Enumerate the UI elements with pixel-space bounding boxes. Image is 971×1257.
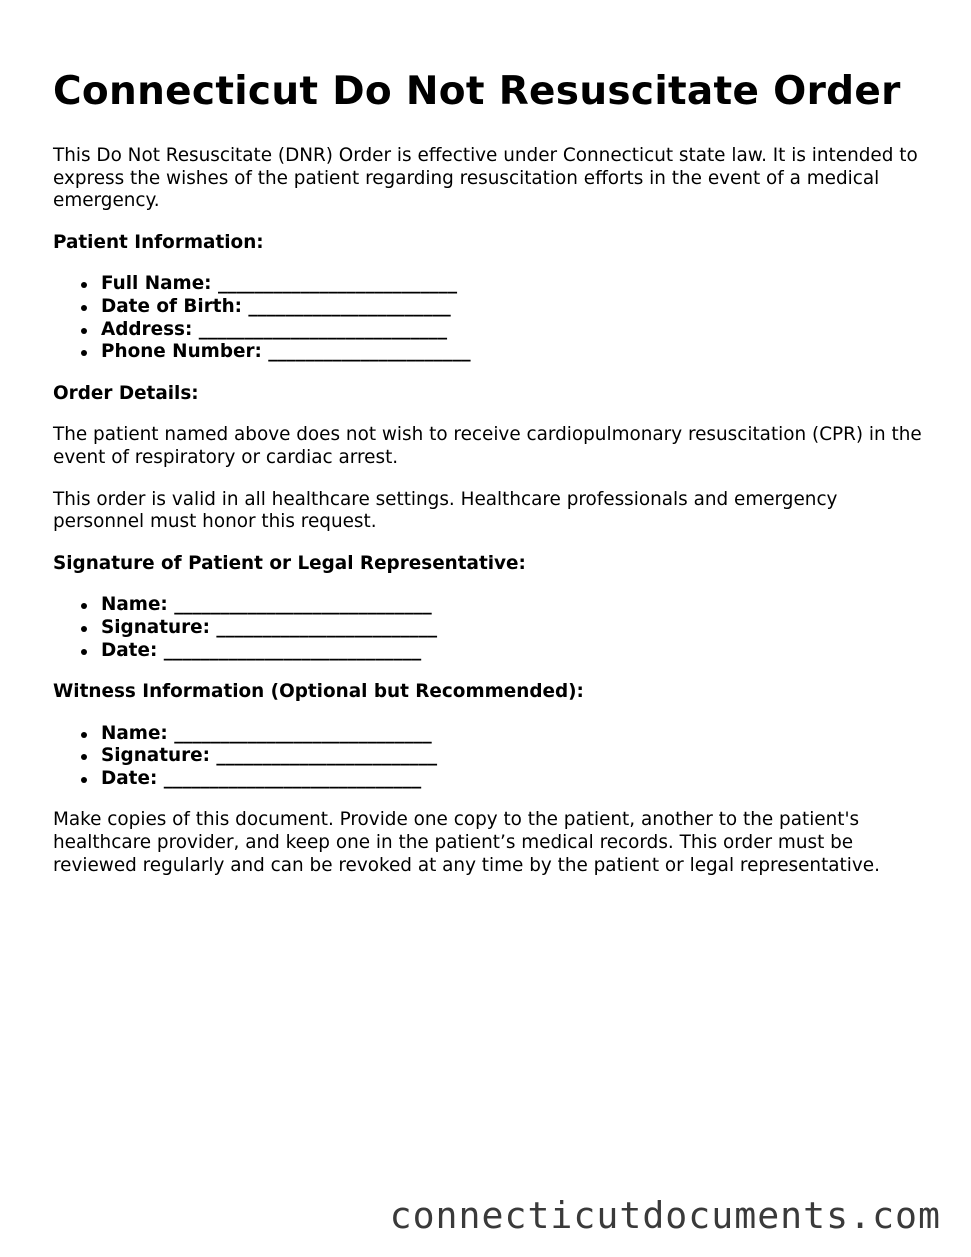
witness-heading: Witness Information (Optional but Recommended):	[53, 681, 584, 703]
patient-info-list	[53, 273, 933, 363]
witness-name-field: Name: ____________________________	[101, 723, 933, 746]
order-details-paragraph-1: The patient named above does not wish to receive cardiopulmonary resuscitation (CPR) in the event of respiratory or cardiac arrest.	[53, 424, 922, 468]
witness-date-field: Date: ____________________________	[101, 768, 933, 791]
address-field: Address: ___________________________	[101, 319, 933, 342]
witness-signature-field: Signature: ________________________	[101, 745, 933, 768]
order-details-heading: Order Details:	[53, 382, 199, 404]
document-page	[53, 66, 933, 896]
signature-date-field: Date: ____________________________	[101, 640, 933, 663]
signature-name-field: Name: ____________________________	[101, 594, 933, 617]
intro-paragraph: This Do Not Resuscitate (DNR) Order is effective under Connecticut state law. It is intended to express the wishes of the patient regarding resuscitation efforts in the event of a medical emergency.	[53, 145, 918, 212]
witness-list	[53, 723, 933, 791]
signature-list	[53, 594, 933, 662]
signature-heading: Signature of Patient or Legal Representative:	[53, 552, 526, 574]
closing-paragraph: Make copies of this document. Provide one copy to the patient, another to the patient's healthcare provider, and keep one in the patient’s medical records. This order must be reviewed regularly and can be revoked at any time by the patient or legal representative.	[53, 809, 880, 876]
order-details-paragraph-2: This order is valid in all healthcare settings. Healthcare professionals and emergency personnel must honor this request.	[53, 488, 838, 533]
patient-info-heading: Patient Information:	[53, 231, 264, 253]
phone-number-field: Phone Number: ______________________	[101, 341, 933, 364]
full-name-field: Full Name: __________________________	[101, 273, 933, 296]
footer-watermark: connecticutdocuments.com	[389, 1194, 941, 1237]
date-of-birth-field: Date of Birth: ______________________	[101, 296, 933, 319]
signature-signature-field: Signature: ________________________	[101, 617, 933, 640]
document-title: Connecticut Do Not Resuscitate Order	[53, 69, 901, 114]
